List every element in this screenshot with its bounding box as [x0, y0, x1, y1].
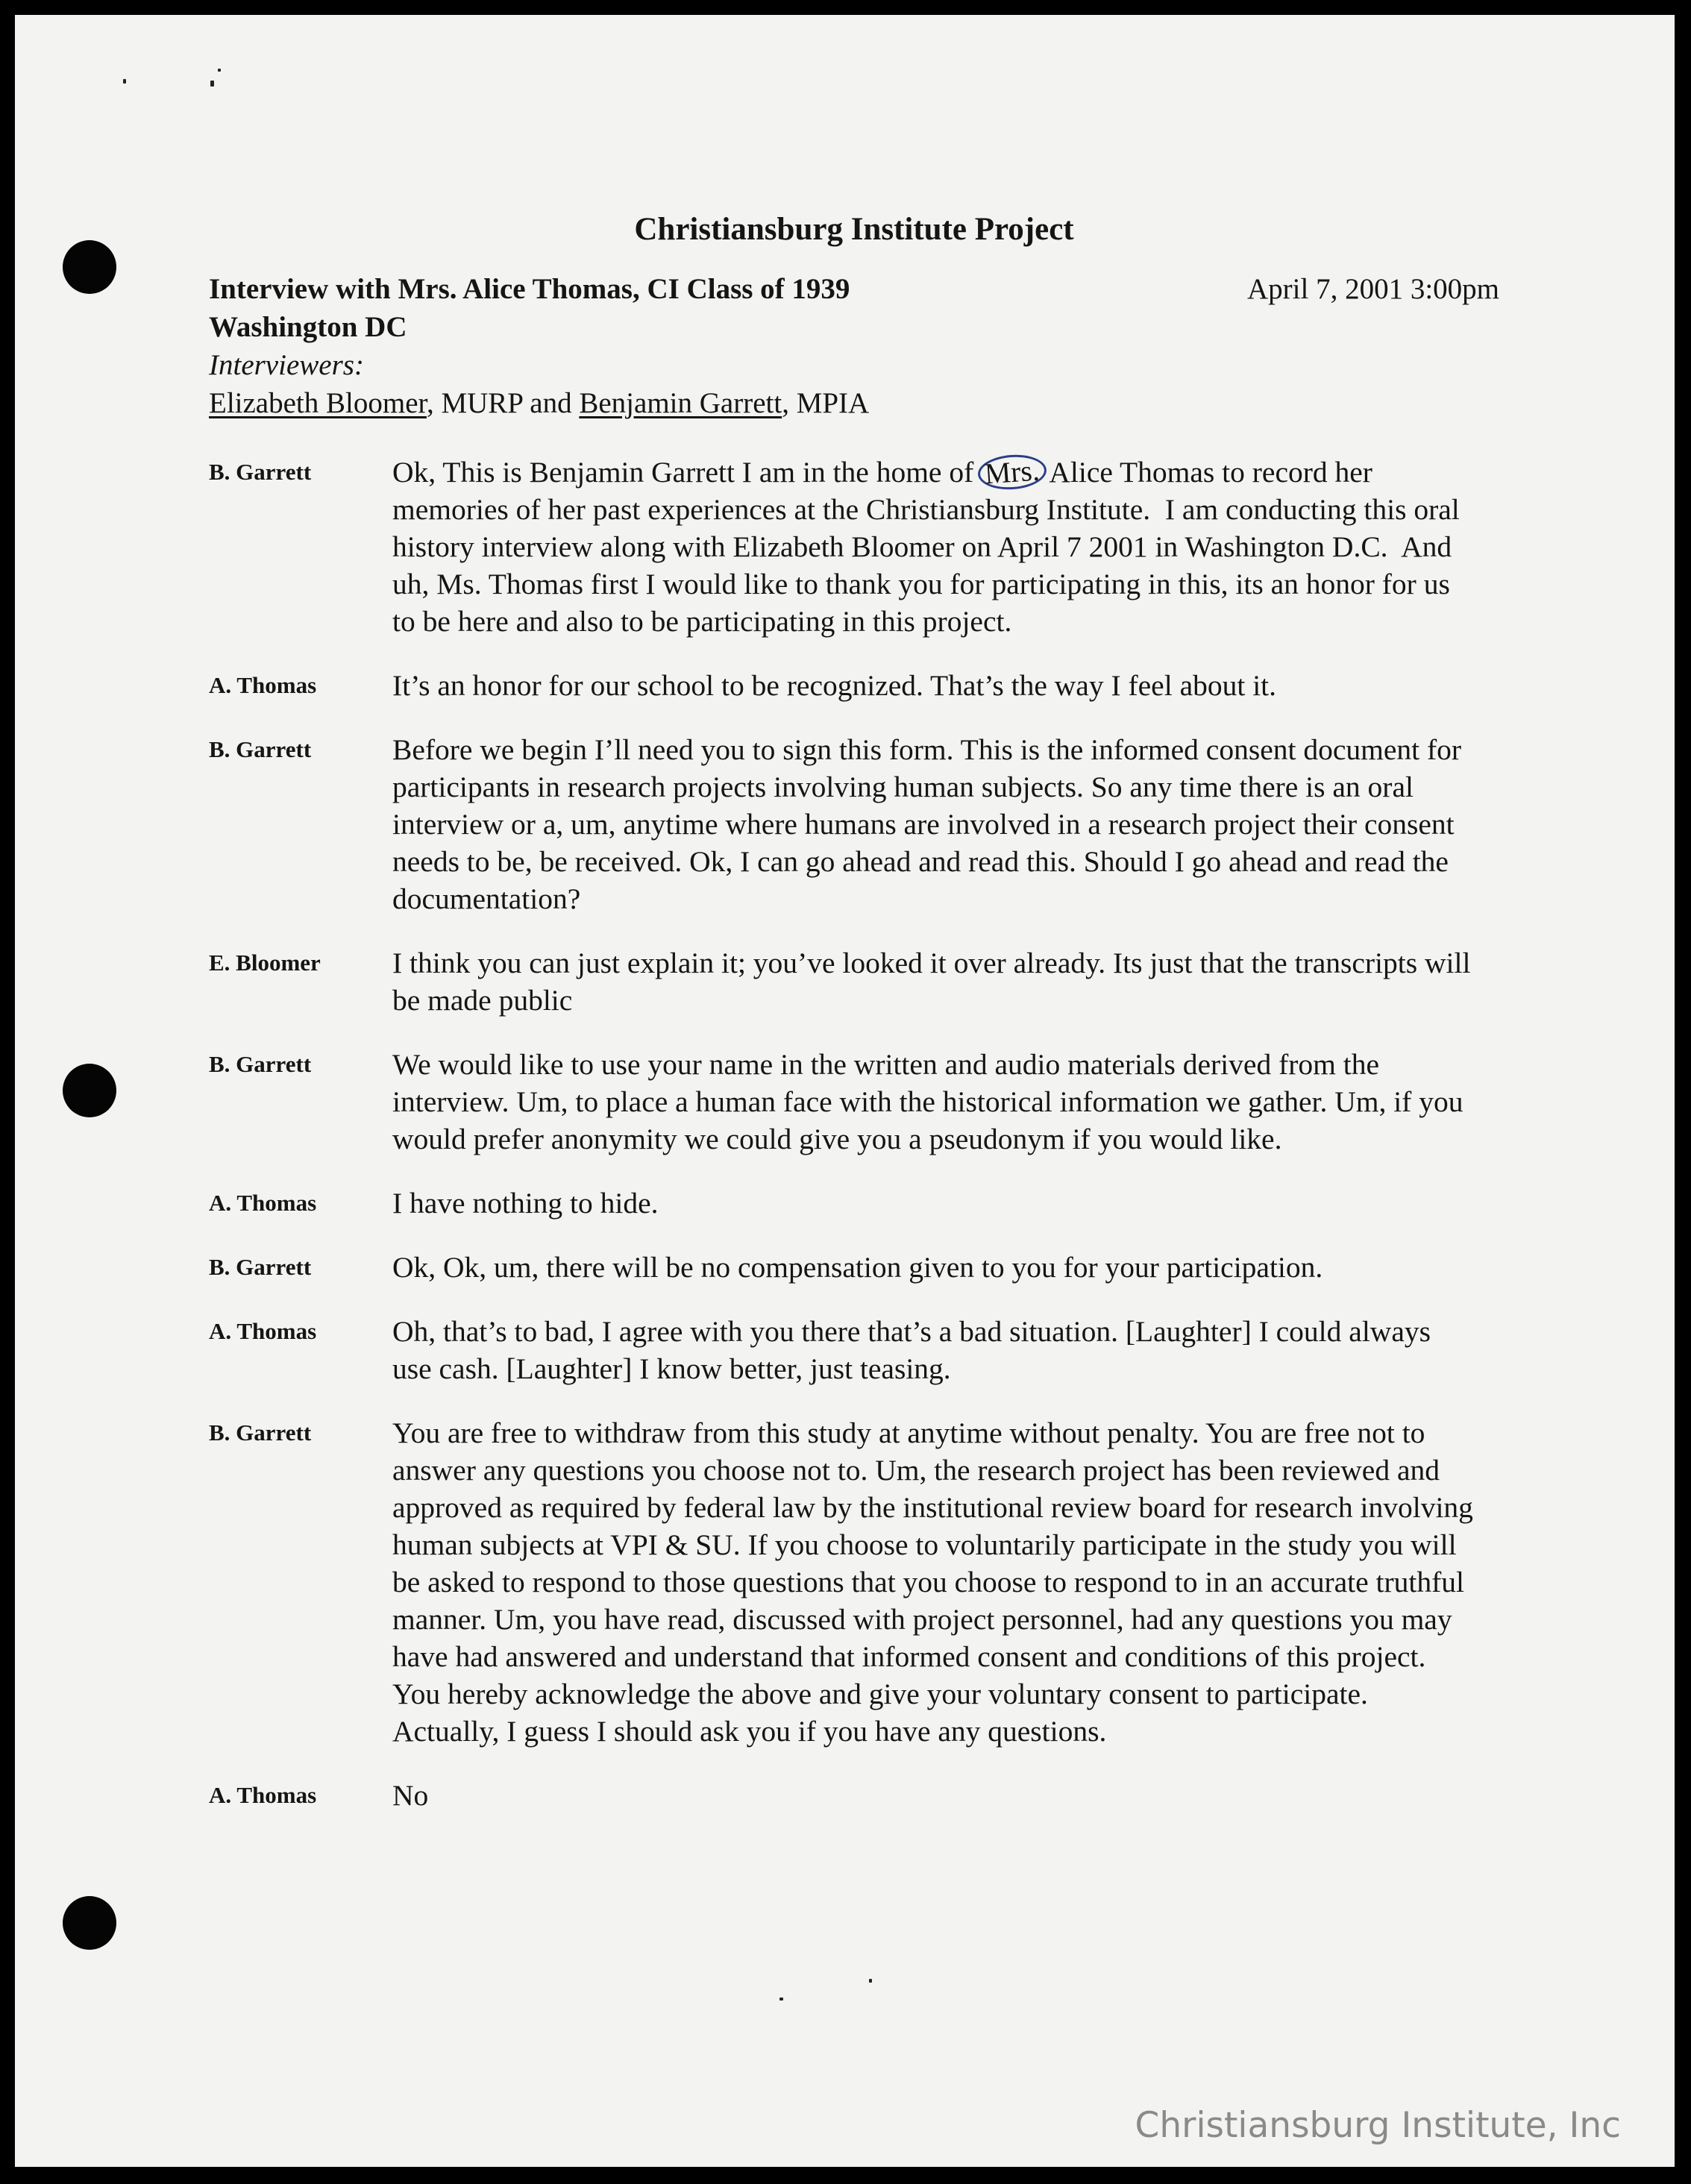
speaker-name: A. Thomas	[209, 1782, 317, 1808]
interviewers-line	[209, 384, 1499, 422]
transcript-turn	[209, 944, 1499, 1019]
watermark-text: Christiansburg Institute, Inc	[1135, 2105, 1621, 2146]
speaker-name: B. Garrett	[209, 1051, 312, 1077]
transcript-turn	[209, 1414, 1499, 1750]
interviewers-label: Interviewers:	[209, 349, 364, 381]
interview-line-row	[209, 270, 1499, 308]
scan-speck	[218, 69, 221, 72]
utterance-text: You are free to withdraw from this study at anytime without penalty. You are free not to answer any questions you choose not to. Um, the research project has been reviewed and approved as required by federal law by the institutional review board for research involving human subjects at VPI & SU. If you choose to voluntarily participate in the study you will be asked to respond to those questions that you choose to respond to in an accurate truthful manner. Um, you have read, discussed with project personnel, had any questions you may have had answered and understand that informed consent and conditions of this project. You hereby acknowledge the above and give your voluntary consent to participate. Actually, I guess I should ask you if you have any questions.	[392, 1416, 1473, 1748]
scanned-page	[15, 15, 1675, 2167]
utterance-text: I have nothing to hide.	[392, 1187, 659, 1220]
utterance-text-end: Alice Thomas to record her memories of her past experiences at the Christiansburg Institute. I am conducting this oral history interview along with Elizabeth Bloomer on April 7 2001 in Washington D.C. And uh, Ms. Thomas first I would like to thank you for participating in this, its an honor for us to be here and also to be participating in this project.	[392, 456, 1467, 638]
speaker-name: A. Thomas	[209, 1190, 317, 1216]
transcript-turn	[209, 1046, 1499, 1158]
transcript-turn	[209, 1313, 1499, 1387]
interview-header	[209, 270, 1499, 422]
utterance-text	[392, 454, 1499, 640]
punch-hole-bottom	[63, 1896, 116, 1950]
interviewer-1-suffix: , MURP and	[426, 387, 580, 419]
scan-speck	[869, 1979, 872, 1983]
scan-speck	[779, 1998, 783, 2001]
transcript-turn	[209, 731, 1499, 917]
utterance-text: I think you can just explain it; you’ve looked it over already. Its just that the transcripts will be made public	[392, 947, 1471, 1017]
speaker-name: B. Garrett	[209, 736, 312, 762]
utterance-text: It’s an honor for our school to be recognized. That’s the way I feel about it.	[392, 669, 1277, 702]
speaker-name: E. Bloomer	[209, 950, 321, 976]
speaker-name: A. Thomas	[209, 1318, 317, 1344]
punch-hole-top	[63, 240, 116, 294]
transcript-turn	[209, 1184, 1499, 1222]
speaker-name: B. Garrett	[209, 1419, 312, 1446]
speaker-name: B. Garrett	[209, 459, 312, 485]
utterance-text: We would like to use your name in the written and audio materials derived from the interview. Um, to place a human face with the historical information we gather. Um, if you would prefer anonymity we could give you a pseudonym if you would like.	[392, 1048, 1463, 1155]
transcript-turn	[209, 667, 1499, 704]
speaker-name: B. Garrett	[209, 1254, 312, 1280]
document-title: Christiansburg Institute Project	[634, 212, 1074, 247]
punch-hole-middle	[63, 1064, 116, 1117]
scan-speck	[123, 79, 126, 84]
interview-subject: Interview with Mrs. Alice Thomas, CI Class of 1939	[209, 273, 850, 305]
pen-circled-word: Mrs.	[977, 453, 1048, 492]
speaker-name: A. Thomas	[209, 672, 317, 698]
utterance-text: Oh, that’s to bad, I agree with you there that’s a bad situation. [Laughter] I could always use cash. [Laughter] I know better, just teasing.	[392, 1315, 1431, 1385]
scan-speck	[210, 81, 214, 87]
interviewer-2-suffix: , MPIA	[782, 387, 870, 419]
utterance-text: Before we begin I’ll need you to sign this form. This is the informed consent document for participants in research projects involving human subjects. So any time there is an oral interview or a, um, anytime where humans are involved in a research project their consent needs to be, be received. Ok, I can go ahead and read this. Should I go ahead and read the documentation?	[392, 733, 1462, 915]
transcript	[209, 454, 1499, 1841]
utterance-text: No	[392, 1779, 429, 1812]
interviewer-1-name: Elizabeth Bloomer	[209, 387, 427, 419]
transcript-turn	[209, 1249, 1499, 1286]
transcript-turn	[209, 454, 1499, 640]
interviewer-2-name: Benjamin Garrett	[579, 387, 782, 419]
interview-date-time: April 7, 2001 3:00pm	[1247, 273, 1499, 305]
utterance-text-start: Ok, This is Benjamin Garrett I am in the home of	[392, 456, 982, 489]
interview-location: Washington DC	[209, 311, 407, 343]
transcript-turn	[209, 1777, 1499, 1814]
utterance-text: Ok, Ok, um, there will be no compensation given to you for your participation.	[392, 1251, 1323, 1284]
